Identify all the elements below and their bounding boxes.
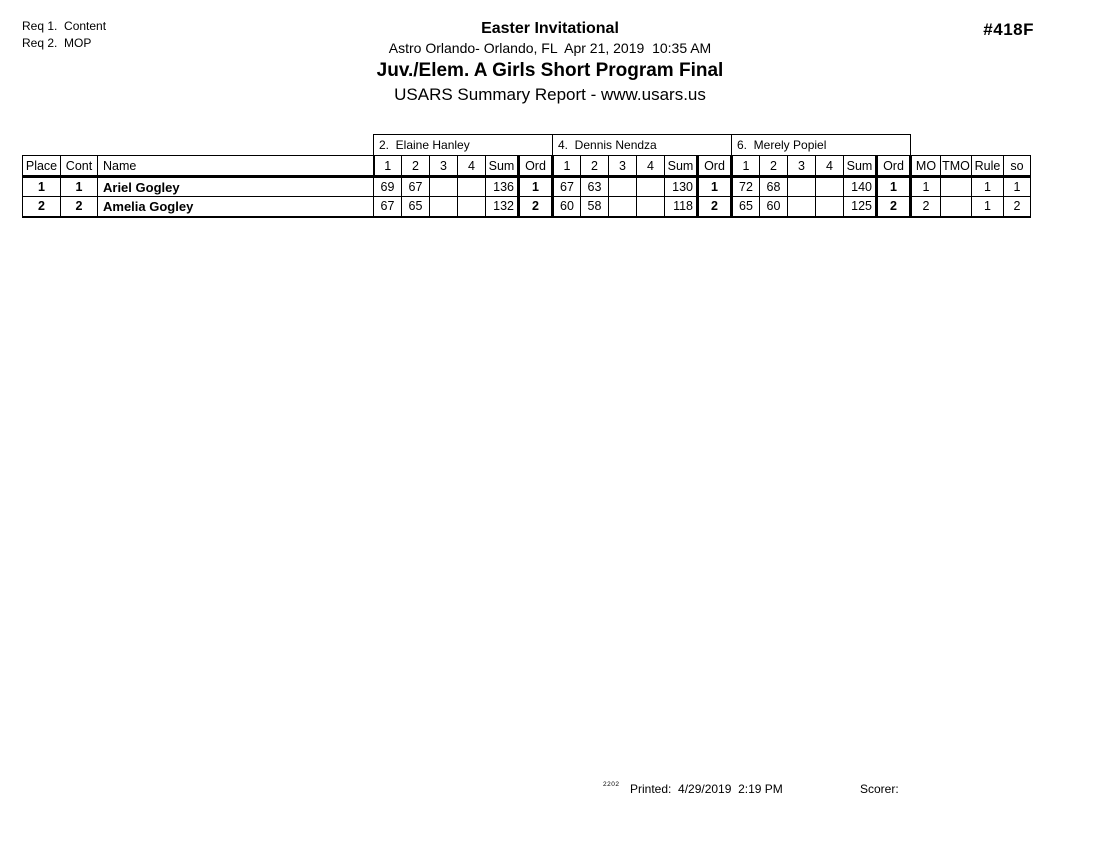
mo-cell: 2 [911, 197, 941, 217]
ordinal-cell: 1 [877, 177, 911, 197]
score-cell: 68 [760, 177, 788, 197]
col-header-j3-4: 4 [816, 156, 844, 177]
col-header-j3-2: 2 [760, 156, 788, 177]
col-header-place: Place [23, 156, 61, 177]
ordinal-cell: 2 [698, 197, 732, 217]
score-cell [816, 197, 844, 217]
sum-cell: 130 [665, 177, 698, 197]
score-cell: 67 [374, 197, 402, 217]
rule-cell: 1 [972, 177, 1004, 197]
score-cell [637, 197, 665, 217]
col-header-cont: Cont [61, 156, 98, 177]
score-cell: 69 [374, 177, 402, 197]
mo-cell: 1 [911, 177, 941, 197]
score-cell [609, 197, 637, 217]
col-header-j2-ord: Ord [698, 156, 732, 177]
judge-row-spacer-right [911, 135, 1031, 156]
col-header-j2-4: 4 [637, 156, 665, 177]
score-cell [609, 177, 637, 197]
column-header-row [23, 156, 1031, 177]
place-cell: 2 [23, 197, 61, 217]
version-superscript: 2202 [603, 781, 620, 788]
judge-row-spacer-left [23, 135, 374, 156]
score-cell: 60 [553, 197, 581, 217]
judge-header-2: 4. Dennis Nendza [553, 135, 732, 156]
place-cell: 1 [23, 177, 61, 197]
score-cell [458, 197, 486, 217]
col-header-j2-3: 3 [609, 156, 637, 177]
sum-cell: 136 [486, 177, 519, 197]
scorer-label: Scorer: [860, 782, 899, 796]
sum-cell: 132 [486, 197, 519, 217]
score-cell [637, 177, 665, 197]
tmo-cell [941, 177, 972, 197]
col-header-j2-2: 2 [581, 156, 609, 177]
col-header-j3-1: 1 [732, 156, 760, 177]
score-cell: 72 [732, 177, 760, 197]
results-table-wrap [22, 134, 1031, 218]
rule-cell: 1 [972, 197, 1004, 217]
col-header-rule: Rule [972, 156, 1004, 177]
col-header-j3-3: 3 [788, 156, 816, 177]
col-header-j1-2: 2 [402, 156, 430, 177]
sum-cell: 118 [665, 197, 698, 217]
ordinal-cell: 1 [698, 177, 732, 197]
ordinal-cell: 2 [519, 197, 553, 217]
col-header-name: Name [98, 156, 374, 177]
judge-name-row [23, 135, 1031, 156]
score-cell [788, 177, 816, 197]
score-cell: 58 [581, 197, 609, 217]
req-line-1: Req 1. Content [22, 19, 107, 33]
judge-header-1: 2. Elaine Hanley [374, 135, 553, 156]
ordinal-cell: 2 [877, 197, 911, 217]
score-cell: 67 [402, 177, 430, 197]
skater-name-cell: Ariel Gogley [98, 177, 374, 197]
col-header-j3-ord: Ord [877, 156, 911, 177]
score-cell: 65 [402, 197, 430, 217]
req-line-2: Req 2. MOP [22, 36, 92, 50]
col-header-j1-1: 1 [374, 156, 402, 177]
results-table [22, 134, 1031, 218]
score-cell [430, 197, 458, 217]
col-header-j3-sum: Sum [844, 156, 877, 177]
score-cell: 63 [581, 177, 609, 197]
sum-cell: 125 [844, 197, 877, 217]
col-header-so: so [1004, 156, 1031, 177]
event-number: #418F [983, 20, 1034, 39]
score-cell [458, 177, 486, 197]
col-header-j1-3: 3 [430, 156, 458, 177]
judge-header-3: 6. Merely Popiel [732, 135, 911, 156]
event-title: Easter Invitational [481, 20, 619, 37]
score-cell: 60 [760, 197, 788, 217]
score-cell [430, 177, 458, 197]
printed-timestamp: Printed: 4/29/2019 2:19 PM [630, 782, 783, 796]
score-cell [816, 177, 844, 197]
table-row [23, 177, 1031, 197]
col-header-tmo: TMO [941, 156, 972, 177]
col-header-j1-ord: Ord [519, 156, 553, 177]
col-header-j2-sum: Sum [665, 156, 698, 177]
col-header-mo: MO [911, 156, 941, 177]
cont-cell: 1 [61, 177, 98, 197]
ordinal-cell: 1 [519, 177, 553, 197]
score-cell [788, 197, 816, 217]
table-row [23, 197, 1031, 217]
division-title: Juv./Elem. A Girls Short Program Final [376, 60, 724, 81]
col-header-j2-1: 1 [553, 156, 581, 177]
page-footer [0, 780, 1100, 800]
cont-cell: 2 [61, 197, 98, 217]
report-title: USARS Summary Report - www.usars.us [394, 85, 706, 104]
score-cell: 65 [732, 197, 760, 217]
score-cell: 67 [553, 177, 581, 197]
so-cell: 2 [1004, 197, 1031, 217]
skater-name-cell: Amelia Gogley [98, 197, 374, 217]
col-header-j1-4: 4 [458, 156, 486, 177]
event-venue-date: Astro Orlando- Orlando, FL Apr 21, 2019 10:35 AM [388, 40, 712, 56]
tmo-cell [941, 197, 972, 217]
title-block [0, 18, 1100, 106]
sum-cell: 140 [844, 177, 877, 197]
col-header-j1-sum: Sum [486, 156, 519, 177]
so-cell: 1 [1004, 177, 1031, 197]
